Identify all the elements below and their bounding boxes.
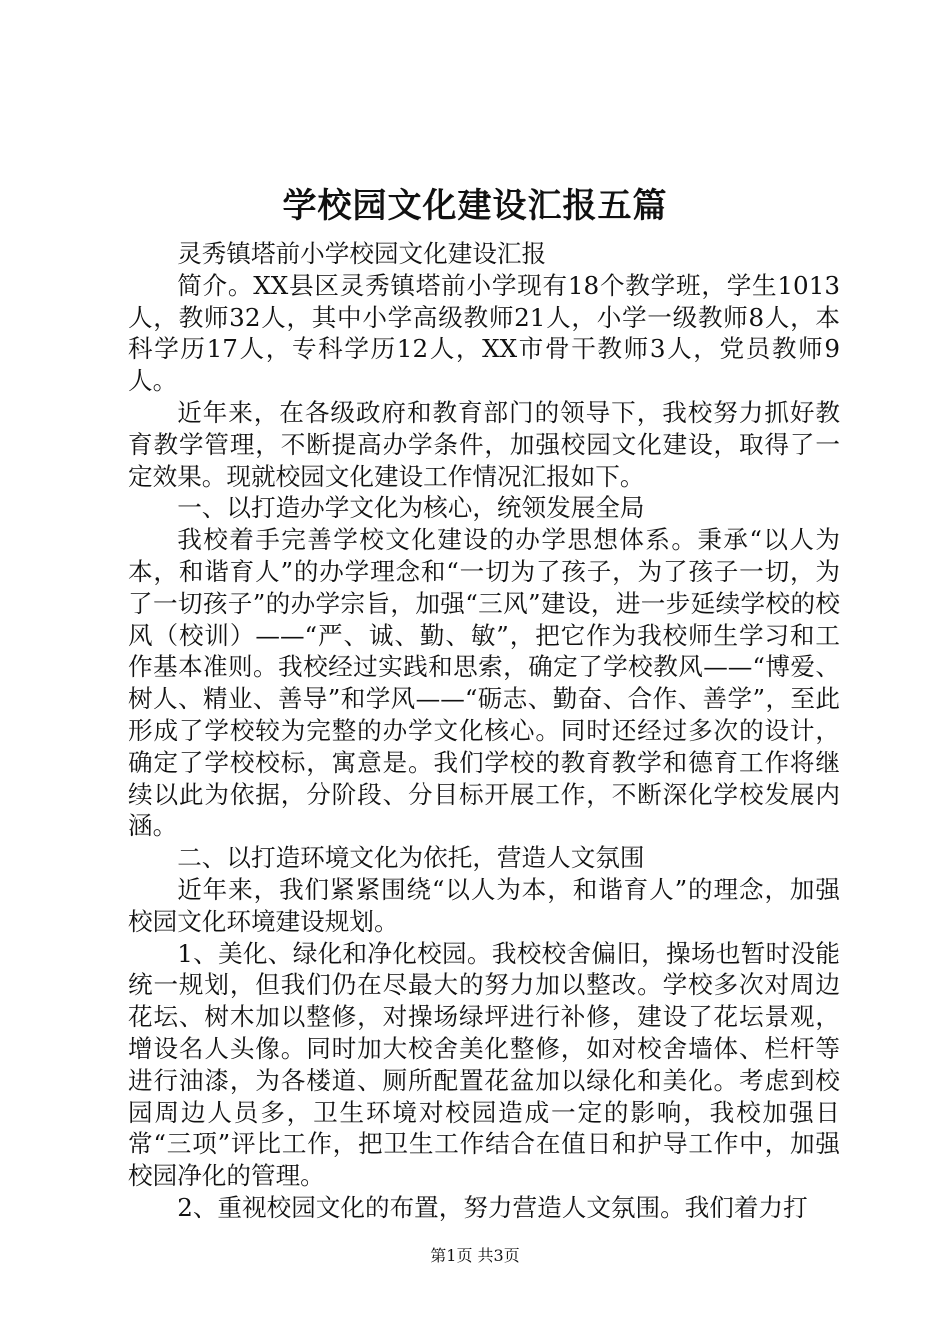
paragraph-section-2: 近年来，我们紧紧围绕“以人为本，和谐育人”的理念，加强校园文化环境建设规划。	[128, 874, 840, 936]
document-title: 学校园文化建设汇报五篇	[282, 186, 668, 226]
paragraph-subtitle: 灵秀镇塔前小学校园文化建设汇报	[177, 239, 547, 268]
paragraph-item-2: 2、重视校园文化的布置，努力营造人文氛围。我们着力打	[177, 1192, 808, 1222]
document-body	[128, 238, 840, 1224]
paragraph-item-1: 1、美化、绿化和净化校园。我校校舍偏旧，操场也暂时没能统一规划，但我们仍在尽最大的努力加以整改。学校多次对周边花坛、树木加以整修，对操场绿坪进行补修，建设了花坛景观，增设名人头像。同时加大校舍美化整修，如对校舍墙体、栏杆等进行油漆，为各楼道、厕所配置花盆加以绿化和美化。考虑到校园周边人员多，卫生环境对校园造成一定的影响，我校加强日常“三项”评比工作，把卫生工作结合在值日和护导工作中，加强校园净化的管理。	[128, 938, 840, 1191]
section-heading-1: 一、以打造办学文化为核心，统领发展全局	[177, 493, 645, 523]
paragraph-intro: 简介。XX县区灵秀镇塔前小学现有18个教学班，学生1013人，教师32人，其中小学高级教师21人，小学一级教师8人，本科学历17人，专科学历12人，XX市骨干教师3人，党员教师9人。	[128, 270, 840, 396]
paragraph-overview: 近年来，在各级政府和教育部门的领导下，我校努力抓好教育教学管理，不断提高办学条件，加强校园文化建设，取得了一定效果。现就校园文化建设工作情况汇报如下。	[128, 397, 840, 491]
paragraph-section-1: 我校着手完善学校文化建设的办学思想体系。秉承“以人为本，和谐育人”的办学理念和“一切为了孩子，为了孩子一切，为了一切孩子”的办学宗旨，加强“三风”建设，进一步延续学校的校风（校训）——“严、诚、勤、敏”，把它作为我校师生学习和工作基本准则。我校经过实践和思索，确定了学校教风——“博爱、树人、精业、善导”和学风——“砺志、勤奋、合作、善学”，至此形成了学校较为完整的办学文化核心。同时还经过多次的设计，确定了学校校标，寓意是。我们学校的教育教学和德育工作将继续以此为依据，分阶段、分目标开展工作，不断深化学校发展内涵。	[128, 525, 840, 841]
section-heading-2: 二、以打造环境文化为依托，营造人文氛围	[177, 843, 645, 873]
page-number-footer: 第1页 共3页	[430, 1246, 520, 1265]
